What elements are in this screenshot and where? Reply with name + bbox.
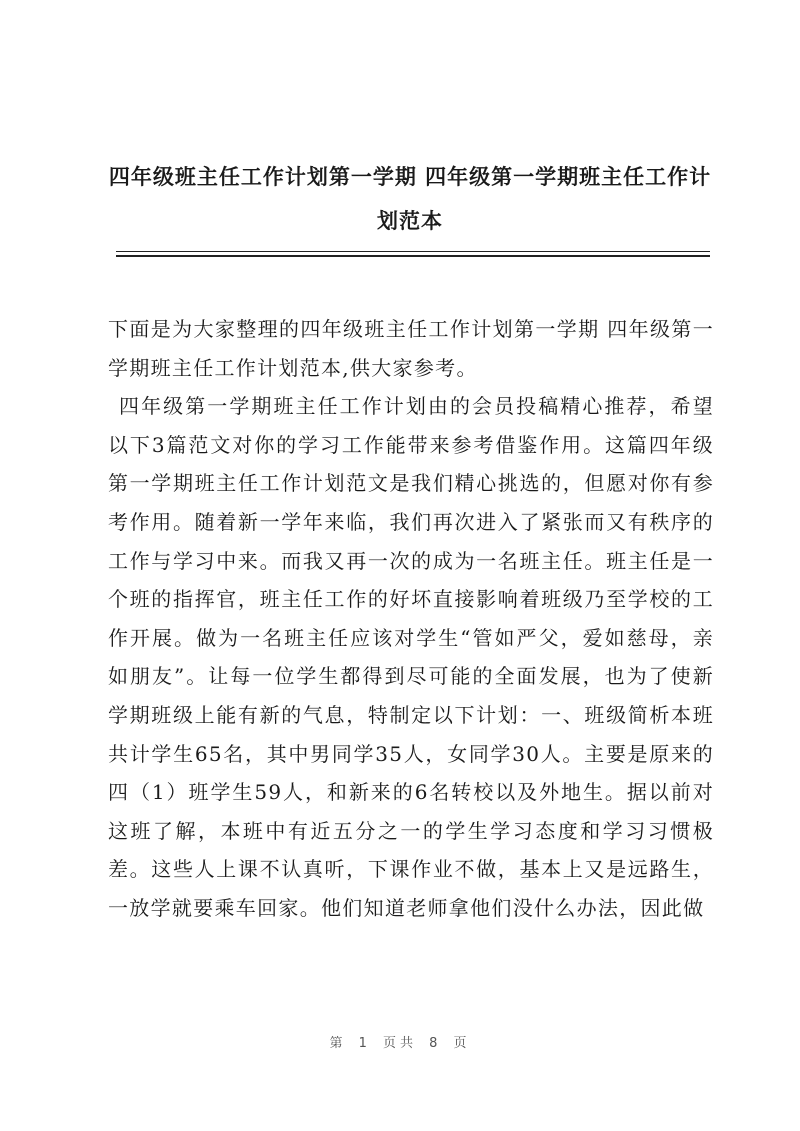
title-divider-thick <box>116 255 710 257</box>
intro-paragraph: 下面是为大家整理的四年级班主任工作计划第一学期 四年级第一学期班主任工作计划范本,供大家参考。 <box>108 317 714 380</box>
page-number: 第 1 页共 8 页 <box>329 1036 471 1051</box>
document-body <box>108 310 714 928</box>
main-paragraph: 四年级第一学期班主任工作计划由的会员投稿精心推荐，希望以下3篇范文对你的学习工作能带来参考借鉴作用。这篇四年级第一学期班主任工作计划范文是我们精心挑选的，但愿对你有参考作用。随着新一学年来临，我们再次进入了紧张而又有秩序的工作与学习中来。而我又再一次的成为一名班主任。班主任是一个班的指挥官，班主任工作的好坏直接影响着班级乃至学校的工作开展。做为一名班主任应该对学生“管如严父，爱如慈母，亲如朋友”。让每一位学生都得到尽可能的全面发展，也为了使新学期班级上能有新的气息，特制定以下计划：一、班级简析本班共计学生65名，其中男同学35人，女同学30人。主要是原来的四（1）班学生59人，和新来的6名转校以及外地生。据以前对这班了解，本班中有近五分之一的学生学习态度和学习习惯极差。这些人上课不认真听，下课作业不做，基本上又是远路生，一放学就要乘车回家。他们知道老师拿他们没什么办法，因此做 <box>108 394 714 920</box>
title-divider-thin <box>116 251 710 252</box>
document-title: 四年级班主任工作计划第一学期 四年级第一学期班主任工作计划范本 <box>108 165 712 233</box>
